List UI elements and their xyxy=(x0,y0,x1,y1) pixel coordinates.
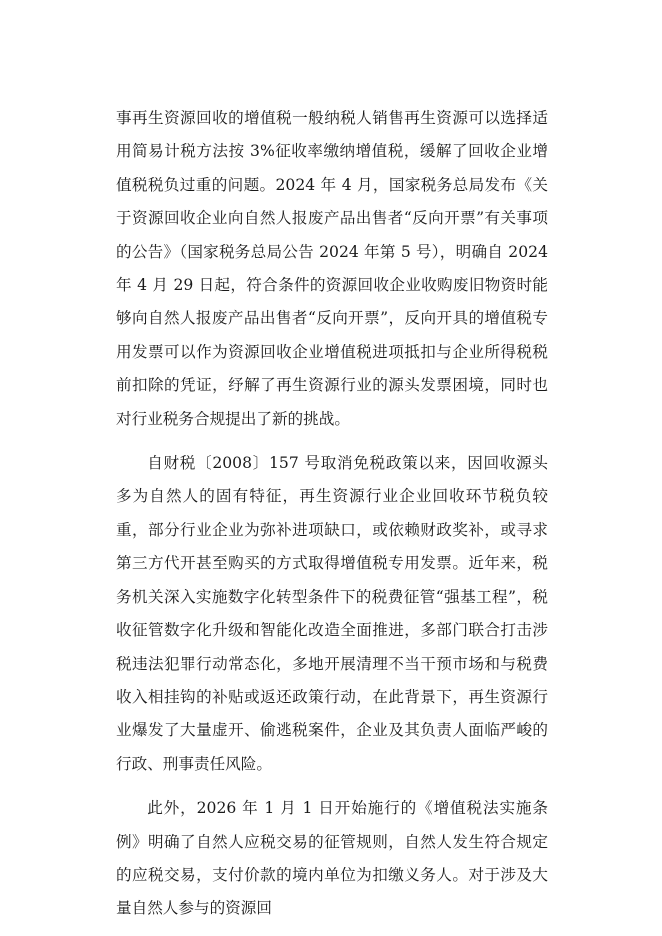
document-body xyxy=(116,102,548,926)
paragraph-3: 此外，2026 年 1 月 1 日开始施行的《增值税法实施条例》明确了自然人应税交易的征管规则，自然人发生符合规定的应税交易，支付价款的境内单位为扣缴义务人。对于涉及大量自然人参与的资源回 xyxy=(116,799,548,918)
paragraph-2: 自财税〔2008〕157 号取消免税政策以来，因回收源头多为自然人的固有特征，再生资源行业企业回收环节税负较重，部分行业企业为弥补进项缺口，或依赖财政奖补，或寻求第三方代开甚至购买的方式取得增值税专用发票。近年来，税务机关深入实施数字化转型条件下的税费征管“强基工程”，税收征管数字化升级和智能化改造全面推进，多部门联合打击涉税违法犯罪行动常态化，多地开展清理不当干预市场和与税费收入相挂钩的补贴或返还政策行动，在此背景下，再生资源行业爆发了大量虚开、偷逃税案件，企业及其负责人面临严峻的行政、刑事责任风险。 xyxy=(116,454,548,773)
paragraph-1: 事再生资源回收的增值税一般纳税人销售再生资源可以选择适用简易计税方法按 3%征收率缴纳增值税，缓解了回收企业增值税税负过重的问题。2024 年 4 月，国家税务总局发布《关于资源回收企业向自然人报废产品出售者“反向开票”有关事项的公告》（国家税务总局公告 2024 年第 5 号），明确自 2024 年 4 月 29 日起，符合条件的资源回收企业收购废旧物资时能够向自然人报废产品出售者“反向开票”，反向开具的增值税专用发票可以作为资源回收企业增值税进项抵扣与企业所得税税前扣除的凭证，纾解了再生资源行业的源头发票困境，同时也对行业税务合规提出了新的挑战。 xyxy=(116,109,548,428)
